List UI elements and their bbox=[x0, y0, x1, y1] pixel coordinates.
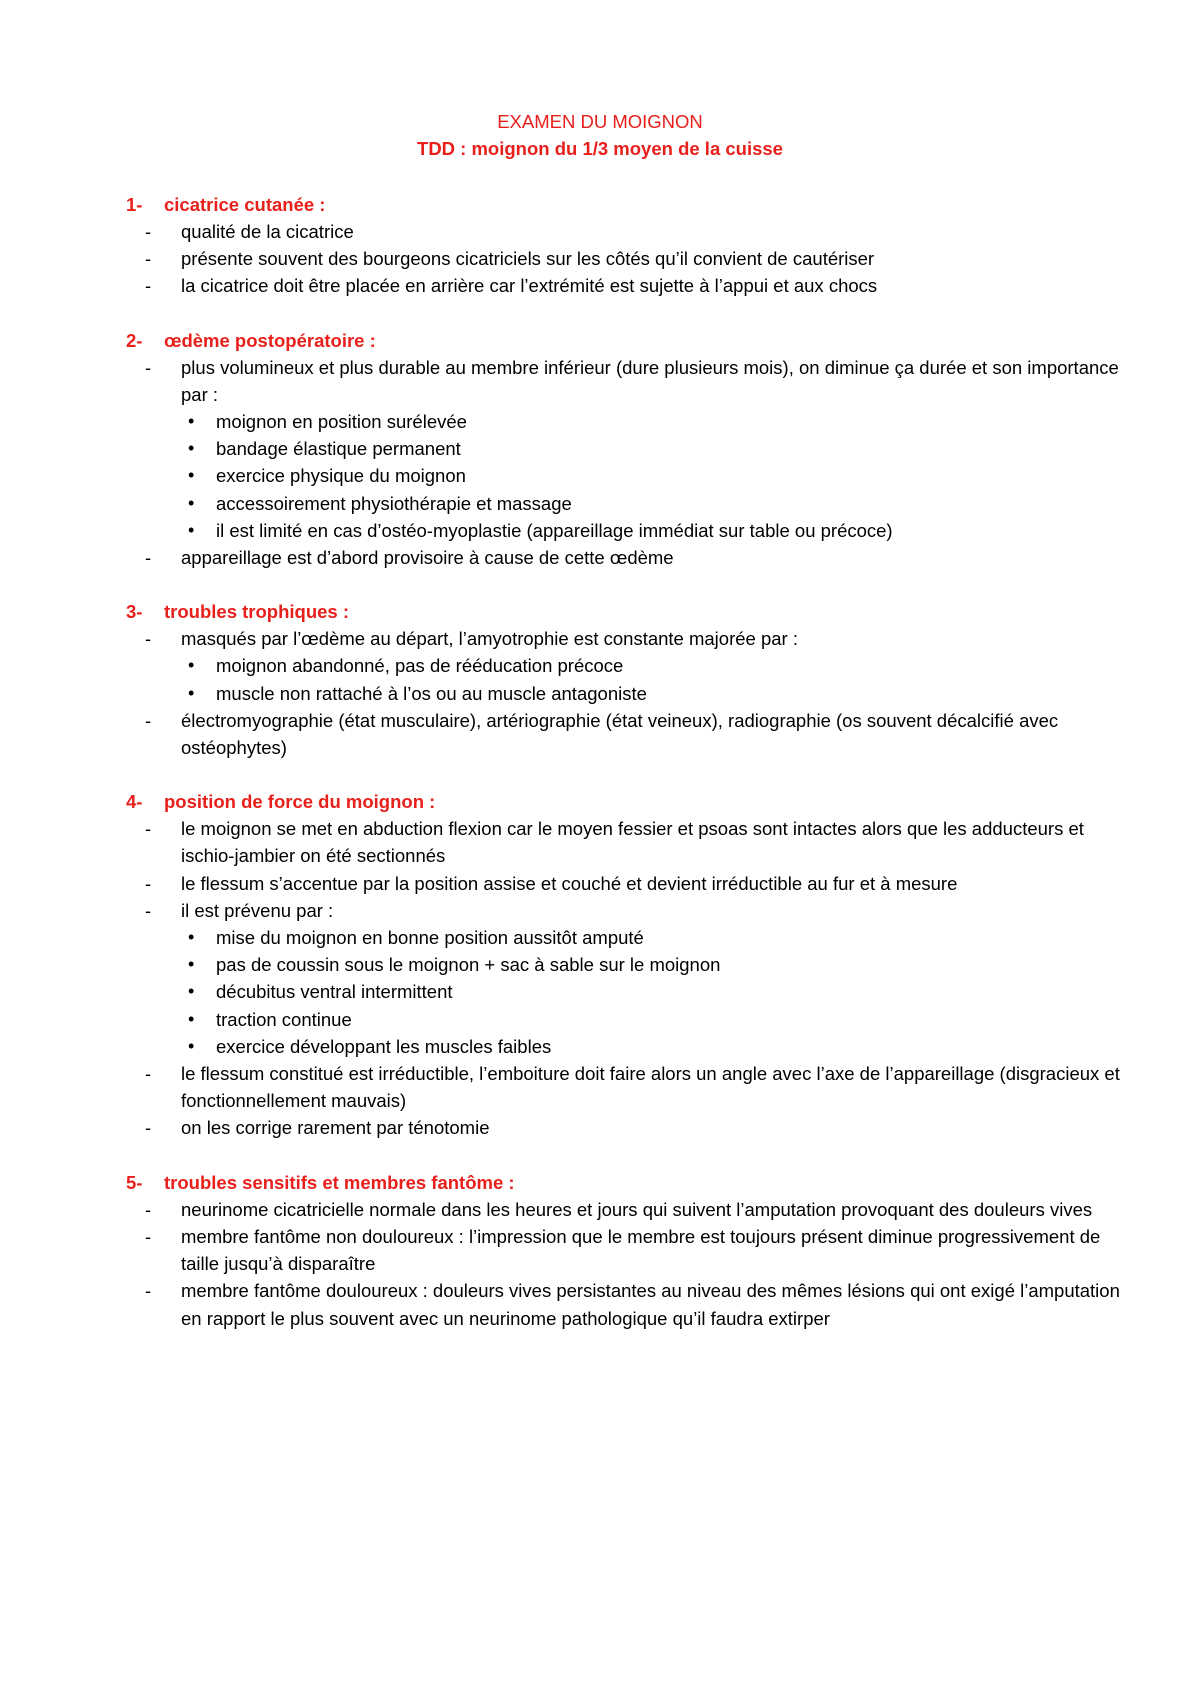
bullet-icon: • bbox=[188, 655, 195, 676]
bullet-item-text: bandage élastique permanent bbox=[216, 438, 461, 460]
section-heading bbox=[126, 327, 1126, 354]
bullet-icon: • bbox=[188, 682, 195, 703]
bullet-item bbox=[181, 435, 1126, 462]
dash-list bbox=[126, 1196, 1126, 1332]
section-number: 4- bbox=[126, 791, 143, 813]
bullet-item-text: décubitus ventral intermittent bbox=[216, 981, 453, 1003]
section-3 bbox=[126, 598, 1126, 761]
bullet-item-text: muscle non rattaché à l’os ou au muscle antagoniste bbox=[216, 682, 647, 704]
dash-marker: - bbox=[145, 1280, 152, 1302]
section-heading bbox=[126, 191, 1126, 218]
list-item bbox=[126, 815, 1126, 869]
bullet-icon: • bbox=[188, 411, 195, 432]
dash-marker: - bbox=[145, 248, 152, 270]
dash-marker: - bbox=[145, 628, 152, 650]
bullet-icon: • bbox=[188, 954, 195, 975]
list-item-text: masqués par l’œdème au départ, l’amyotrophie est constante majorée par : bbox=[181, 628, 798, 650]
list-item-text: neurinome cicatricielle normale dans les heures et jours qui suivent l’amputation provoquant des douleurs vives bbox=[181, 1198, 1093, 1220]
section-2 bbox=[126, 327, 1126, 572]
bullet-item bbox=[181, 1006, 1126, 1033]
section-number: 2- bbox=[126, 329, 143, 351]
list-item bbox=[126, 897, 1126, 924]
dash-list bbox=[126, 815, 1126, 1141]
bullet-item-text: moignon en position surélevée bbox=[216, 411, 467, 433]
bullet-item-text: mise du moignon en bonne position aussitôt amputé bbox=[216, 927, 644, 949]
dash-marker: - bbox=[145, 221, 152, 242]
bullet-item-text: accessoirement physiothérapie et massage bbox=[216, 492, 572, 514]
bullet-icon: • bbox=[188, 1035, 195, 1056]
bullet-list bbox=[181, 924, 1126, 1060]
dash-list bbox=[126, 218, 1126, 300]
section-number: 1- bbox=[126, 194, 143, 215]
list-item-text: qualité de la cicatrice bbox=[181, 221, 354, 242]
bullet-list bbox=[181, 408, 1126, 544]
section-heading-text: cicatrice cutanée : bbox=[164, 194, 326, 215]
list-item-text: le flessum constitué est irréductible, l’emboiture doit faire alors un angle avec l’axe de l’appareillage (disgracieux et fonctionnellement mauvais) bbox=[181, 1063, 1120, 1112]
list-item bbox=[126, 707, 1126, 761]
bullet-item-text: exercice développant les muscles faibles bbox=[216, 1035, 552, 1057]
section-heading bbox=[126, 1169, 1126, 1196]
bullet-item-text: traction continue bbox=[216, 1008, 352, 1030]
sections-container bbox=[126, 191, 1126, 1332]
document-title: EXAMEN DU MOIGNON bbox=[497, 111, 703, 132]
list-item bbox=[126, 1277, 1126, 1331]
bullet-item bbox=[181, 680, 1126, 707]
section-number: 3- bbox=[126, 601, 143, 623]
list-item-text: le flessum s’accentue par la position assise et couché et devient irréductible au fur et à mesure bbox=[181, 872, 958, 894]
list-item-text: on les corrige rarement par ténotomie bbox=[181, 1117, 490, 1139]
bullet-item-text: moignon abandonné, pas de rééducation précoce bbox=[216, 655, 624, 677]
section-heading bbox=[126, 788, 1126, 815]
dash-marker: - bbox=[145, 547, 152, 569]
list-item-text: membre fantôme non douloureux : l’impression que le membre est toujours présent diminue progressivement de taille jusqu’à disparaître bbox=[181, 1225, 1101, 1275]
bullet-icon: • bbox=[188, 1008, 195, 1029]
list-item bbox=[126, 1196, 1126, 1223]
section-heading bbox=[126, 598, 1126, 625]
dash-marker: - bbox=[145, 1063, 152, 1085]
list-item bbox=[126, 245, 1126, 272]
bullet-item bbox=[181, 924, 1126, 951]
bullet-icon: • bbox=[188, 465, 195, 486]
dash-list bbox=[126, 625, 1126, 761]
list-item bbox=[126, 1060, 1126, 1114]
bullet-icon: • bbox=[188, 519, 195, 540]
bullet-icon: • bbox=[188, 438, 195, 459]
list-item-text: membre fantôme douloureux : douleurs vives persistantes au niveau des mêmes lésions qui ont exigé l’amputation en rapport le plus souvent avec un neurinome pathologique qu’il faudra extirper bbox=[181, 1280, 1120, 1329]
sub-list-wrapper bbox=[126, 652, 1126, 706]
dash-marker: - bbox=[145, 356, 152, 378]
list-item bbox=[126, 544, 1126, 571]
bullet-item bbox=[181, 490, 1126, 517]
bullet-item-text: exercice physique du moignon bbox=[216, 465, 466, 487]
dash-marker: - bbox=[145, 818, 152, 840]
bullet-item-text: il est limité en cas d’ostéo-myoplastie (appareillage immédiat sur table ou précoce) bbox=[216, 519, 893, 541]
bullet-item bbox=[181, 462, 1126, 489]
bullet-item bbox=[181, 978, 1126, 1005]
dash-marker: - bbox=[145, 275, 152, 297]
bullet-item-text: pas de coussin sous le moignon + sac à sable sur le moignon bbox=[216, 954, 721, 976]
dash-marker: - bbox=[145, 872, 152, 894]
list-item bbox=[126, 625, 1126, 652]
list-item-text: le moignon se met en abduction flexion car le moyen fessier et psoas sont intactes alors que les adducteurs et ischio-jambier on été sectionnés bbox=[181, 818, 1084, 867]
list-item bbox=[126, 870, 1126, 897]
bullet-icon: • bbox=[188, 981, 195, 1002]
list-item bbox=[126, 1223, 1126, 1277]
list-item-text: plus volumineux et plus durable au membre inférieur (dure plusieurs mois), on diminue ça durée et son importance par : bbox=[181, 356, 1119, 405]
dash-marker: - bbox=[145, 1225, 152, 1247]
dash-marker: - bbox=[145, 1198, 152, 1220]
list-item-text: appareillage est d’abord provisoire à cause de cette œdème bbox=[181, 547, 674, 569]
bullet-item bbox=[181, 652, 1126, 679]
bullet-item bbox=[181, 1033, 1126, 1060]
sub-list-wrapper bbox=[126, 408, 1126, 544]
bullet-icon: • bbox=[188, 492, 195, 513]
list-item bbox=[126, 354, 1126, 408]
bullet-item bbox=[181, 408, 1126, 435]
bullet-item bbox=[181, 951, 1126, 978]
section-heading-text: troubles trophiques : bbox=[164, 601, 349, 623]
list-item-text: il est prévenu par : bbox=[181, 899, 334, 921]
document-subtitle: TDD : moignon du 1/3 moyen de la cuisse bbox=[417, 138, 783, 159]
bullet-item bbox=[181, 517, 1126, 544]
list-item-text: présente souvent des bourgeons cicatriciels sur les côtés qu’il convient de cautériser bbox=[181, 248, 875, 270]
sub-list-wrapper bbox=[126, 924, 1126, 1060]
dash-marker: - bbox=[145, 709, 152, 731]
list-item-text: la cicatrice doit être placée en arrière car l’extrémité est sujette à l’appui et aux chocs bbox=[181, 275, 878, 297]
list-item bbox=[126, 272, 1126, 299]
section-heading-text: position de force du moignon : bbox=[164, 791, 436, 813]
bullet-list bbox=[181, 652, 1126, 706]
section-heading-text: œdème postopératoire : bbox=[164, 329, 376, 351]
list-item bbox=[126, 1114, 1126, 1141]
section-4 bbox=[126, 788, 1126, 1141]
section-heading-text: troubles sensitifs et membres fantôme : bbox=[164, 1171, 515, 1193]
list-item bbox=[126, 218, 1126, 245]
dash-marker: - bbox=[145, 899, 152, 921]
bullet-icon: • bbox=[188, 927, 195, 948]
list-item-text: électromyographie (état musculaire), artériographie (état veineux), radiographie (os souvent décalcifié avec ostéophytes) bbox=[181, 709, 1059, 759]
section-1 bbox=[126, 191, 1126, 300]
section-5 bbox=[126, 1169, 1126, 1332]
dash-marker: - bbox=[145, 1117, 152, 1139]
section-number: 5- bbox=[126, 1171, 143, 1193]
dash-list bbox=[126, 354, 1126, 572]
